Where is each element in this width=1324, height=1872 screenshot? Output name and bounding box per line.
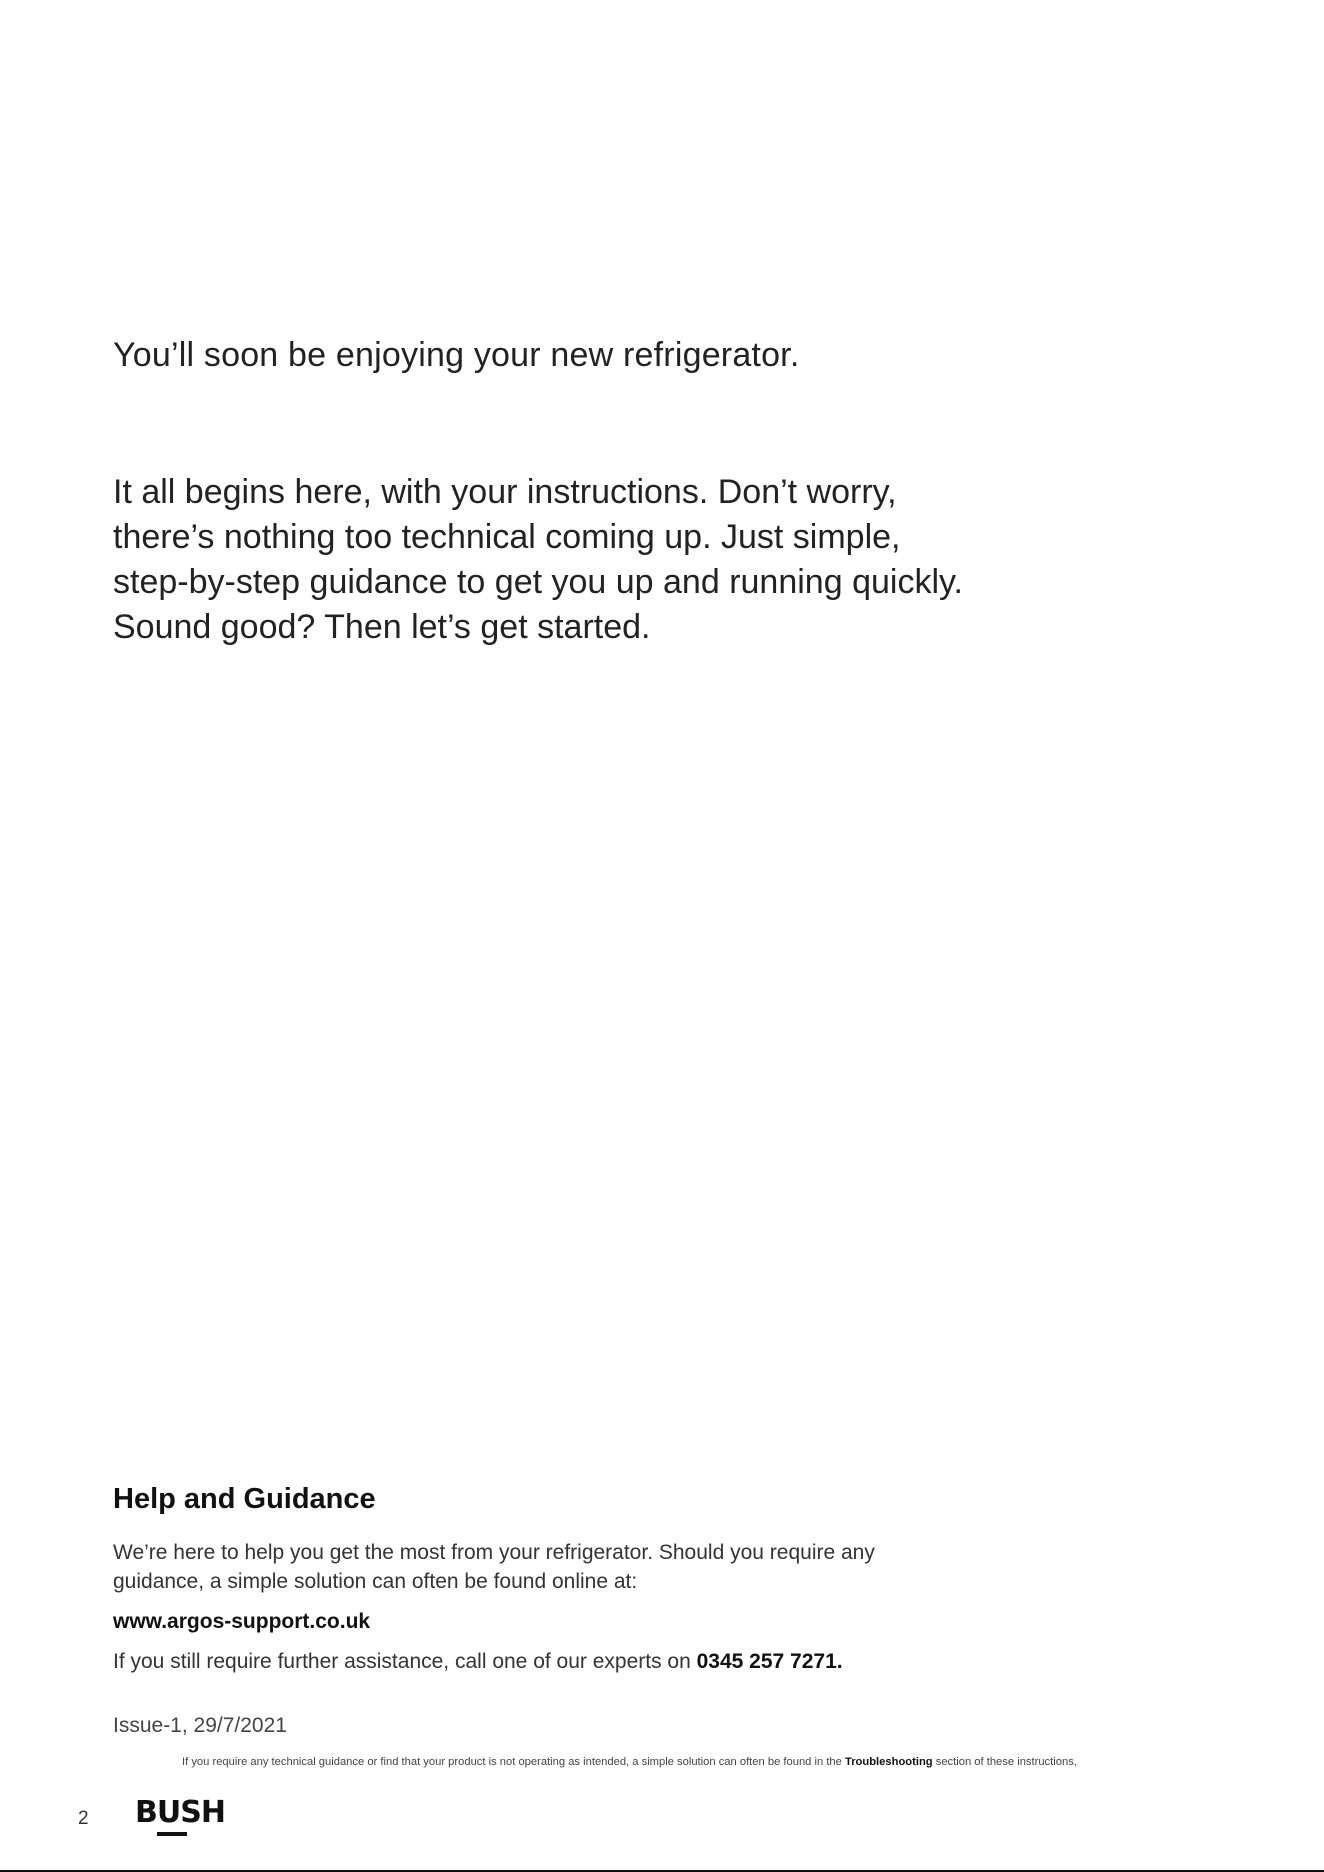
bush-logo-text: BUSH [135, 1795, 225, 1830]
intro-paragraph: It all begins here, with your instructions. Don’t worry, there’s nothing too technical coming up. Just simple, step-by-step guidance to get you up and running quickly. Sound good? Then let’s get started. [113, 473, 963, 646]
bush-logo [135, 1795, 225, 1838]
help-body: We’re here to help you get the most from your refrigerator. Should you require any guidance, a simple solution can often be found online at: [113, 1541, 875, 1593]
footnote-before: If you require any technical guidance or find that your product is not operating as intended, a simple solution can often be found in the [182, 1756, 845, 1768]
intro-headline: You’ll soon be enjoying your new refrigerator. [113, 336, 800, 374]
support-phone-number: 0345 257 7271. [696, 1650, 843, 1673]
issue-date: Issue-1, 29/7/2021 [113, 1714, 287, 1737]
footnote-after: section of these instructions, [932, 1756, 1077, 1768]
help-title: Help and Guidance [113, 1483, 376, 1515]
footnote [182, 1756, 1242, 1768]
footnote-troubleshooting: Troubleshooting [844, 1756, 933, 1768]
support-url-link[interactable]: www.argos-support.co.uk [113, 1610, 371, 1633]
call-text: If you still require further assistance, call one of our experts on [113, 1650, 697, 1673]
help-call-text [113, 1650, 843, 1674]
page-number: 2 [78, 1808, 89, 1829]
bush-logo-underline [157, 1832, 187, 1836]
